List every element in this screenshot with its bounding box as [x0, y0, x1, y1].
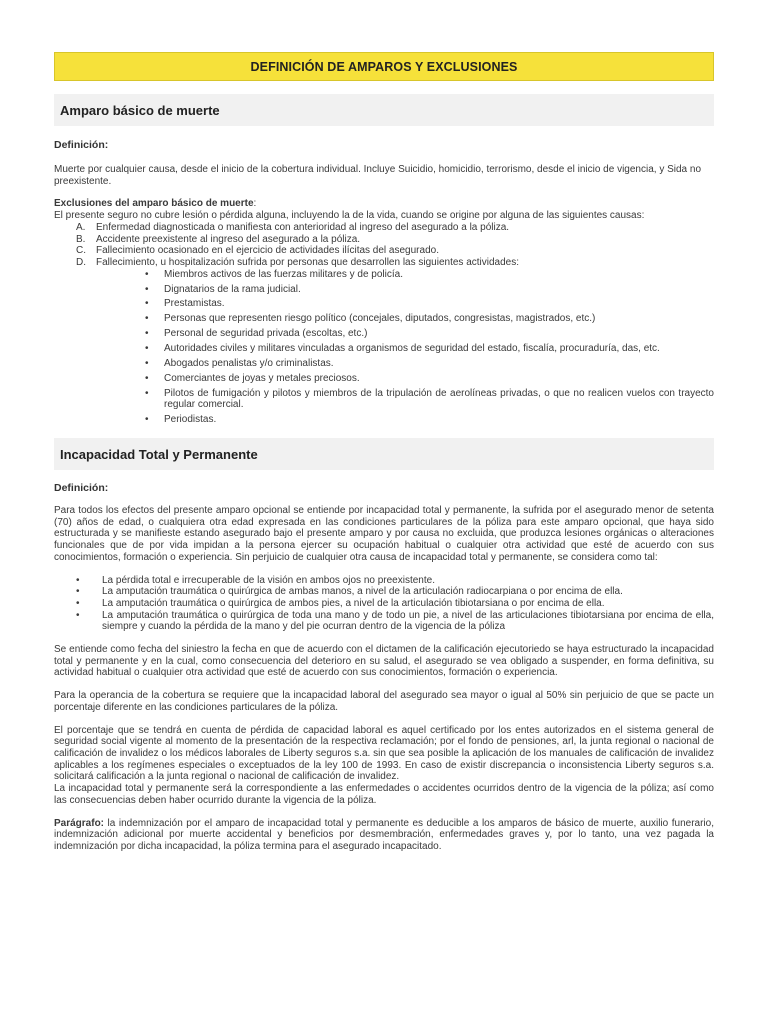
list-marker: A.	[76, 221, 86, 233]
list-item: • Pilotos de fumigación y pilotos y miembros de la tripulación de aerolíneas privadas, o que no realicen vuelos con trayecto regular comercial.	[144, 388, 714, 411]
list-item	[76, 222, 714, 234]
section-title-incapacidad: Incapacidad Total y Permanente	[54, 438, 714, 470]
list-item: • Periodistas.	[144, 414, 714, 426]
list-item	[76, 245, 714, 257]
definition-text: Muerte por cualquier causa, desde el inicio de la cobertura individual. Incluye Suicidio, homicidio, terrorismo, desde el inicio de vigencia, y Sida no preexistente.	[54, 164, 702, 187]
list-item: • Personas que representen riesgo político (concejales, diputados, congresistas, magistrados, etc.)	[144, 313, 714, 325]
list-marker: C.	[76, 245, 86, 257]
exclusions-intro: El presente seguro no cubre lesión o pérdida alguna, incluyendo la de la vida, cuando se origine por alguna de las siguientes causas:	[54, 210, 645, 222]
list-item: • Prestamistas.	[144, 298, 714, 310]
section-title-amparo-basico: Amparo básico de muerte	[54, 94, 714, 126]
list-marker: B.	[76, 233, 86, 245]
list-item: • La amputación traumática o quirúrgica de toda una mano y de todo un pie, a nivel de las articulaciones tibiotarsiana por encima de ella, siempre y cuando la pérdida de la mano y del pie ocurran dentro de la vigencia de la póliza	[76, 610, 714, 633]
definition-label: Definición:	[54, 139, 109, 151]
definition-label: Definición:	[54, 482, 109, 495]
causes-list	[54, 222, 714, 269]
validity-paragraph: La incapacidad total y permanente será la correspondiente a las enfermedades o accidentes ocurridos dentro de la vigencia de la póliza; así como las consecuencias deben haber ocurrido durante la vigencia de la póliza.	[54, 783, 714, 806]
exclusions-title-colon: :	[253, 198, 257, 210]
document-title-banner: DEFINICIÓN DE AMPAROS Y EXCLUSIONES	[54, 52, 714, 81]
losses-list	[54, 575, 714, 634]
list-item: • La amputación traumática o quirúrgica de ambas manos, a nivel de la articulación radiocarpiana o por encima de ella.	[76, 586, 714, 598]
coverage-operation-paragraph: Para la operancia de la cobertura se requiere que la incapacidad laboral del asegurado sea mayor o igual al 50% sin perjuicio de que se pacte un porcentaje diferente en las condiciones particulares de la póliza.	[54, 690, 714, 713]
list-item: • Personal de seguridad privada (escoltas, etc.)	[144, 328, 714, 340]
claim-date-paragraph: Se entiende como fecha del siniestro la fecha en que de acuerdo con el dictamen de la calificación ejecutoriedo se haya estructurado la incapacidad total y permanente y en la cual, como consecuencia del deterioro en su salud, el asegurado se vea obligado a suspender, en forma definitiva, su actividad habitual o cualquier otra actividad que esté de acuerdo con sus conocimientos, formación o experiencia.	[54, 644, 714, 679]
exclusions-title: Exclusiones del amparo básico de muerte	[54, 198, 254, 210]
list-item-text: Fallecimiento ocasionado en el ejercicio de actividades ilícitas del asegurado.	[96, 245, 439, 257]
list-item: • La amputación traumática o quirúrgica de ambos pies, a nivel de la articulación tibiotarsiana o por encima de ella.	[76, 598, 714, 610]
paragrafo-label: Parágrafo:	[54, 817, 105, 829]
list-item-text: Fallecimiento, u hospitalización sufrida por personas que desarrollen las siguientes actividades:	[96, 256, 520, 268]
paragrafo-text: la indemnización por el amparo de incapacidad total y permanente es deducible a los amparos de básico de muerte, auxilio funerario, indemnización adicional por muerte accidental y beneficios por desmembración, enfermedades graves y, por lo tanto, una vez pagada la indemnización por dicha incapacidad, la póliza termina para el asegurado incapacitado.	[54, 817, 714, 852]
list-marker: D.	[76, 256, 86, 268]
list-item: • Comerciantes de joyas y metales preciosos.	[144, 373, 714, 385]
paragrafo-paragraph	[54, 818, 714, 853]
list-item: • Dignatarios de la rama judicial.	[144, 284, 714, 296]
percentage-paragraph: El porcentaje que se tendrá en cuenta de pérdida de capacidad laboral es aquel certificado por los entes autorizados en el sistema general de seguridad social vigente al momento de la presentación de la respectiva reclamación; por el fondo de pensiones, arl, la junta regional o nacional de calificación de invalidez o los médicos laborales de Liberty seguros s.a. sin que sea posible la aplicación de los manuales de calificación de invalidez aplicables a los regímenes especiales o exceptuados de la ley 100 de 1993. En caso de existir discrepancia o inconsistencia Liberty seguros s.a. solicitará calificación a la junta regional o nacional de calificación de invalidez.	[54, 724, 714, 783]
document-page	[54, 52, 714, 853]
incapacity-definition-text: Para todos los efectos del presente amparo opcional se entiende por incapacidad total y permanente, la sufrida por el asegurado menor de setenta (70) años de edad, o cualquiera otra edad expresada en las condiciones particulares de la póliza para este amparo opcional, que haya sido estructurada y se manifieste estando asegurado bajo el presente amparo y por causa no excluida, que produzca lesiones orgánicas o alteraciones funcionales que de por vida impidan a la persona ejercer su ocupación habitual o cualquier otra actividad que esté de acuerdo con sus conocimientos, formación o experiencia. Sin perjuicio de cualquier otra causa de incapacidad total y permanente, se considera como tal:	[54, 505, 714, 563]
exclusions-heading	[54, 198, 714, 210]
list-item	[76, 257, 714, 269]
list-item: • Autoridades civiles y militares vinculadas a organismos de seguridad del estado, fiscalía, procuraduría, das, etc.	[144, 343, 714, 355]
activities-list	[54, 269, 714, 426]
list-item-text: Accidente preexistente al ingreso del asegurado a la póliza.	[96, 233, 361, 245]
list-item: • Miembros activos de las fuerzas militares y de policía.	[144, 269, 714, 281]
list-item	[76, 234, 714, 246]
list-item: • La pérdida total e irrecuperable de la visión en ambos ojos no preexistente.	[76, 575, 714, 587]
list-item-text: Enfermedad diagnosticada o manifiesta con anterioridad al ingreso del asegurado a la póliza.	[96, 221, 510, 233]
list-item: • Abogados penalistas y/o criminalistas.	[144, 358, 714, 370]
